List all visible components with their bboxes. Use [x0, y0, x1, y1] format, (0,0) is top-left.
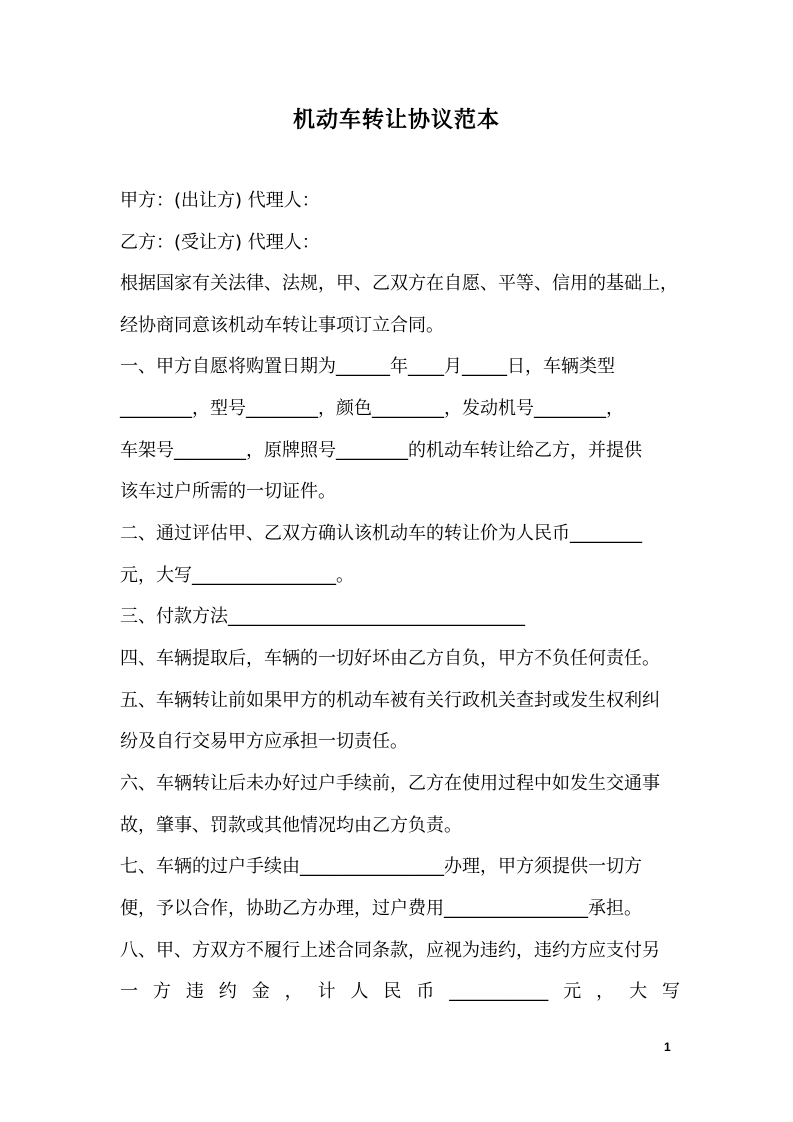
clause-1-line-4: 该车过户所需的一切证件。: [120, 481, 336, 502]
clause-6-line-1: 六、车辆转让后未办好过户手续前，乙方在使用过程中如发生交通事: [120, 773, 660, 794]
clause-1-line-3: 车架号________，原牌照号________的机动车转让给乙方，并提供: [120, 440, 642, 461]
clause-8-line-1: 八、甲、方双方不履行上述合同条款，应视为违约，违约方应支付另: [120, 940, 660, 961]
party-a-line: 甲方：(出让方) 代理人：: [120, 190, 320, 211]
clause-1-line-2: ________，型号________，颜色________，发动机号________，: [120, 398, 624, 419]
clause-8-line-2: 一方违约金，计人民币___________元，大写: [120, 981, 680, 1002]
preamble-line-2: 经协商同意该机动车转让事项订立合同。: [120, 315, 444, 336]
clause-1-line-1: 一、甲方自愿将购置日期为______年____月_____日，车辆类型: [120, 356, 615, 377]
clause-2-line-1: 二、通过评估甲、乙双方确认该机动车的转让价为人民币________: [120, 523, 642, 544]
document-title: 机动车转让协议范本: [292, 108, 500, 133]
clause-3-line: 三、付款方法_________________________________: [120, 606, 525, 627]
clause-4-line: 四、车辆提取后，车辆的一切好坏由乙方自负，甲方不负任何责任。: [120, 648, 660, 669]
preamble-line-1: 根据国家有关法律、法规，甲、乙双方在自愿、平等、信用的基础上，: [120, 273, 678, 294]
clause-2-line-2: 元，大写________________。: [120, 565, 354, 586]
clause-7-line-1: 七、车辆的过户手续由________________办理，甲方须提供一切方: [120, 856, 642, 877]
page-number: 1: [664, 1040, 671, 1054]
party-b-line: 乙方：(受让方) 代理人：: [120, 232, 320, 253]
clause-7-line-2: 便，予以合作，协助乙方办理，过户费用________________承担。: [120, 898, 642, 919]
clause-6-line-2: 故，肇事、罚款或其他情况均由乙方负责。: [120, 815, 462, 836]
clause-5-line-2: 纷及自行交易甲方应承担一切责任。: [120, 731, 408, 752]
clause-5-line-1: 五、车辆转让前如果甲方的机动车被有关行政机关查封或发生权利纠: [120, 690, 660, 711]
